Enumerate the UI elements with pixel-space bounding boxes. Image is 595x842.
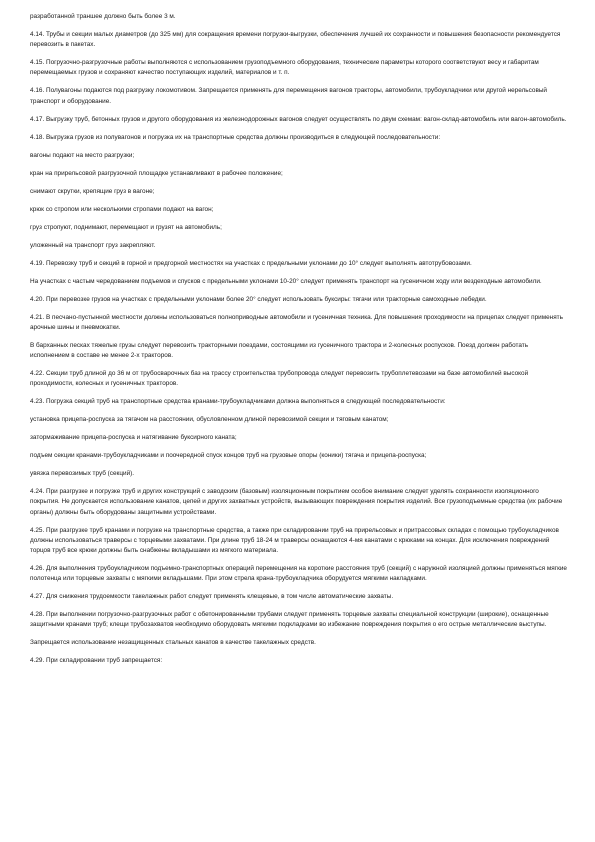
list-step-d: увязка перевозимых труб (секций). bbox=[30, 470, 135, 478]
list-step-c: подъем секции кранами-трубоукладчиками и поочередной спуск концов труб на грузовые опоры (коники) тягача и прицепа-роспуска; bbox=[30, 452, 427, 460]
paragraph-4-25: 4.25. При разгрузке труб кранами и погрузке на транспортные средства, а также при складировании труб на прирельсовых и притрассовых складах с помощью трубоукладчиков должны использоваться траверсы с торцевыми захватами. При длине труб 18-24 м траверсы оснащаются 4-мя канатами с крюками на концах. Для исключения повреждений торцов труб все крюки должны быть снабжены вкладышами из мягкого материала. bbox=[30, 526, 559, 555]
paragraph-4-21: 4.21. В песчано-пустынной местности должны использоваться полноприводные автомобили и гусеничная техника. Для повышения проходимости на прицепах следует применять арочные шины и пневмокатки. bbox=[30, 313, 563, 331]
paragraph-4-18: 4.18. Выгрузка грузов из полувагонов и погрузка их на транспортные средства должны производиться в следующей последовательности: bbox=[30, 133, 441, 141]
paragraph-4-14: 4.14. Трубы и секции малых диаметров (до 325 мм) для сокращения времени погрузки-выгрузки, обеспечения лучшей их сохранности и повышения безопасности рекомендуется перевозить в пакетах. bbox=[30, 31, 561, 49]
paragraph-4-22: 4.22. Секции труб длиной до 36 м от трубосварочных баз на трассу строительства трубопровода следует перевозить трубоплетевозами на базе автомобилей высокой проходимости, колесных и гусеничных тракторов. bbox=[30, 370, 529, 388]
paragraph-prohibition: Запрещается использование незащищенных стальных канатов в качестве такелажных средств. bbox=[30, 639, 316, 647]
paragraph-4-21-cont: В барханных песках тяжелые грузы следует перевозить тракторными поездами, состоящими из гусеничного трактора и 2-колесных роспусков. Поезд должен работать исполнением в составе не менее 2-х тракторов. bbox=[30, 341, 529, 360]
paragraph-4-27: 4.27. Для снижения трудоемкости такелажных работ следует применять клещевые, в том числе автоматические захваты. bbox=[30, 593, 394, 601]
paragraph-4-15: 4.15. Погрузочно-разгрузочные работы выполняются с использованием грузоподъемного оборудования, технические параметры которого соответствуют весу и габаритам перемещаемых грузов и сохраняют качество поступающих изделий, материалов и т. п. bbox=[30, 59, 539, 77]
list-step-3: снимают скрутки, крепящие груз в вагоне; bbox=[30, 187, 155, 195]
list-step-1: вагоны подают на место разгрузки; bbox=[30, 151, 135, 159]
paragraph-4-19-cont: На участках с частым чередованием подъемов и спусков с предельными уклонами 10-20° следует применять транспорт на гусеничном ходу или вездеходные автомобили. bbox=[30, 277, 542, 285]
list-step-4: крюк со стропом или несколькими стропами подают на вагон; bbox=[30, 205, 214, 213]
paragraph-4-17: 4.17. Выгрузку труб, бетонных грузов и другого оборудования из железнодорожных вагонов следует осуществлять по двум схемам: вагон-склад-автомобиль или вагон-автомобиль. bbox=[30, 115, 567, 123]
paragraph-4-26: 4.26. Для выполнения трубоукладчиком подъемно-транспортных операций перемещения на короткие расстояния труб (секций) с наружной изоляцией должны применяться мягкие полотенца или торцевые захваты с мягкими вкладышами. При этом стрела крана-трубоукладчика оборудуется мягкими накладками. bbox=[30, 565, 567, 583]
list-step-5: груз стропуют, поднимают, перемещают и грузят на автомобиль; bbox=[30, 223, 222, 231]
list-step-a: установка прицепа-роспуска за тягачом на расстоянии, обусловленном длиной перевозимой секции и тяговым канатом; bbox=[30, 416, 389, 424]
paragraph-4-23: 4.23. Погрузка секций труб на транспортные средства кранами-трубоукладчиками должна выполняться в следующей последовательности: bbox=[30, 398, 446, 406]
paragraph-4-20: 4.20. При перевозке грузов на участках с предельными уклонами более 20° следует использовать буксиры: тягачи или тракторные самоходные лебедки. bbox=[30, 295, 487, 303]
paragraph-4-24: 4.24. При разгрузке и погрузке труб и других конструкций с заводским (базовым) изоляционным покрытием особое внимание следует уделять сохранности изоляционного покрытия. Не допускается использование канатов, цепей и других захватных устройств, вызывающих повреждения покрытия изделий. Все грузоподъемные средства (их рабочие органы) должны быть оборудованы защитными устройствами. bbox=[30, 488, 563, 516]
document-page bbox=[30, 12, 568, 674]
paragraph-4-29: 4.29. При складировании труб запрещается: bbox=[30, 657, 163, 665]
list-step-2: кран на прирельсовой разгрузочной площадке устанавливают в рабочее положение; bbox=[30, 169, 283, 177]
paragraph-4-16: 4.16. Полувагоны подаются под разгрузку локомотивом. Запрещается применять для перемещения вагонов тракторы, автомобили, трубоукладчики или другой нерельсовый транспорт и оборудование. bbox=[30, 87, 548, 105]
paragraph-continuation: разработанной траншее должно быть более 3 м. bbox=[30, 13, 176, 20]
list-step-6: уложенный на транспорт груз закрепляют. bbox=[30, 241, 156, 249]
paragraph-4-28: 4.28. При выполнении погрузочно-разгрузочных работ с обетонированными трубами следует применять торцевые захваты специальной конструкции (широкие), оснащенные защитными кранами труб; клещи трубозахватов необходимо оборудовать мягкими подкладками во избежание повреждения покрытия о его острые металлические выступы. bbox=[30, 611, 549, 629]
paragraph-4-19: 4.19. Перевозку труб и секций в горной и предгорной местностях на участках с предельными уклонами до 10° следует выполнять автотрубовозами. bbox=[30, 259, 472, 267]
list-step-b: затормаживание прицепа-роспуска и натягивание буксирного каната; bbox=[30, 434, 237, 442]
